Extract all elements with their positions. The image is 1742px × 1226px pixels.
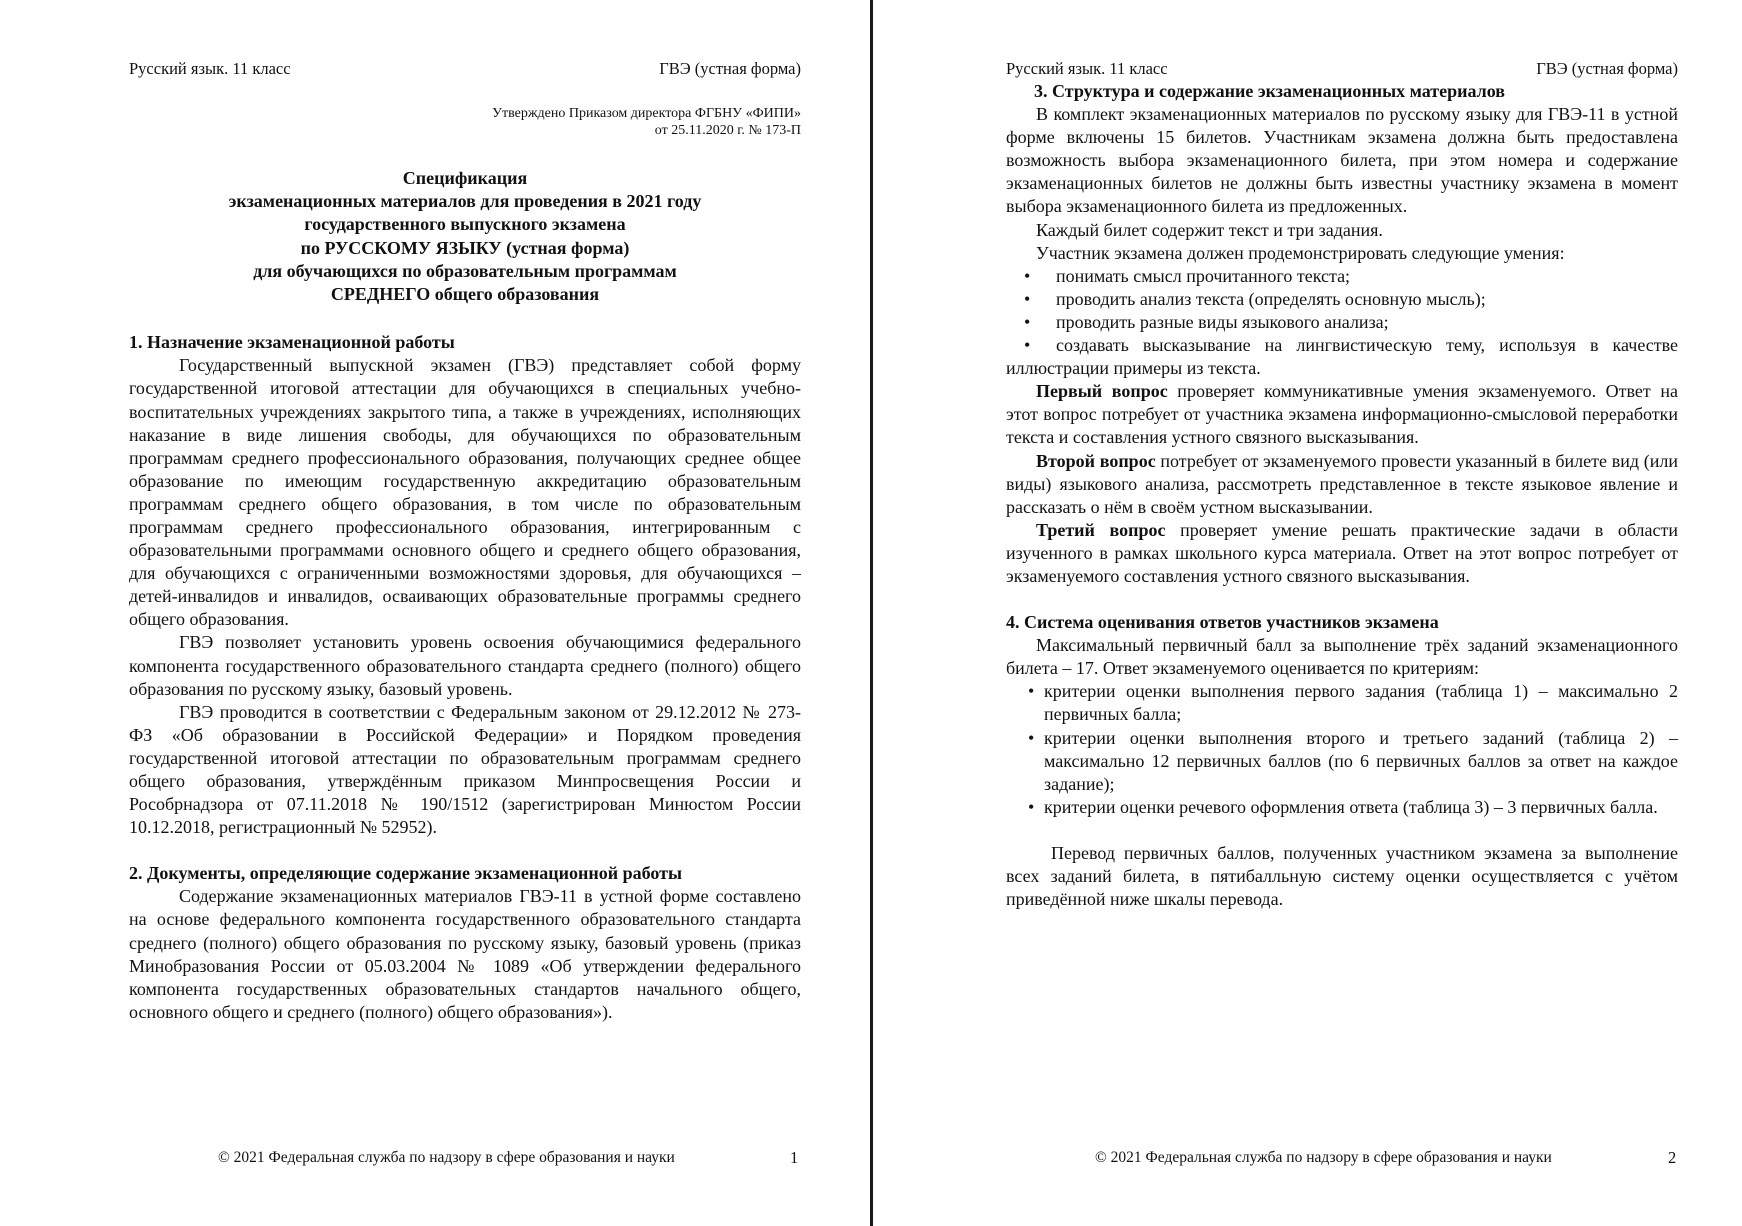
- skills-list: [1006, 265, 1678, 380]
- section-1-paragraph: Государственный выпускной экзамен (ГВЭ) представляет собой форму государственной итоговой аттестации для обучающихся в специальных учебно-воспитательных учреждениях закрытого типа, а также в учреждениях, исполняющих наказание в виде лишения свободы, для обучающихся по образовательным программам среднего профессионального образования, получающих среднее общее образование по имеющим государственную аккредитацию образовательным программам среднего общего образования, в том числе по образовательным программам среднего профессионального образования, интегрированным с образовательными программами основного общего и среднего общего образования, для обучающихся с ограниченными возможностями здоровья, для обучающихся – детей-инвалидов и инвалидов, осваивающих образовательные программы среднего общего образования.: [129, 355, 801, 630]
- title-line: по РУССКОМУ ЯЗЫКУ (устная форма): [300, 237, 630, 258]
- section-3-paragraph: Участник экзамена должен продемонстрировать следующие умения:: [1036, 242, 1565, 263]
- approval-note: [129, 105, 801, 139]
- list-item: • критерии оценки выполнения второго и третьего заданий (таблица 2) – максимально 12 первичных баллов (по 6 первичных баллов за ответ на каждое задание);: [1028, 727, 1678, 794]
- approval-line-2: от 25.11.2020 г. № 173-П: [654, 123, 801, 138]
- title-line: для обучающихся по образовательным программам: [253, 260, 677, 281]
- bullet-icon: •: [1024, 335, 1031, 356]
- bullet-icon: •: [1024, 265, 1031, 286]
- page-number: 2: [1668, 1148, 1677, 1167]
- title-line: СРЕДНЕГО общего образования: [330, 284, 600, 305]
- section-3-paragraph: Каждый билет содержит текст и три задания.: [1036, 219, 1383, 240]
- section-1-paragraph: ГВЭ проводится в соответствии с Федеральным законом от 29.12.2012 № 273-ФЗ «Об образовании в Российской Федерации» и Порядком проведения государственной итоговой аттестации по образовательным программам среднего общего образования, утверждённым приказом Минпросвещения России и Рособрнадзора от 07.11.2018 № 190/1512 (зарегистрирован Минюстом России 10.12.2018, регистрационный № 52952).: [129, 701, 801, 838]
- header-subject: Русский язык. 11 класс: [1006, 59, 1168, 78]
- question-1-label: Первый вопрос: [1036, 381, 1168, 402]
- section-4-paragraph: Перевод первичных баллов, полученных участником экзамена за выполнение всех заданий билета, в пятибалльную систему оценки осуществляется с учётом приведённой ниже шкалы перевода.: [1006, 842, 1678, 910]
- title-line: Спецификация: [402, 168, 528, 188]
- page-header: [129, 58, 801, 80]
- header-exam-form: ГВЭ (устная форма): [659, 59, 801, 78]
- question-2-paragraph: Второй вопрос потребует от экзаменуемого провести указанный в билете вид (или виды) языкового анализа, рассмотреть представленное в тексте языковое явление и рассказать о нём в своём устном высказывании.: [1006, 450, 1678, 517]
- question-3-label: Третий вопрос: [1036, 519, 1166, 540]
- section-4-heading: 4. Система оценивания ответов участников экзамена: [1006, 612, 1439, 633]
- bullet-icon: •: [1028, 727, 1035, 748]
- document-title: [129, 167, 801, 306]
- page-footer: © 2021 Федеральная служба по надзору в сфере образования и науки: [1095, 1149, 1552, 1166]
- section-3-heading: 3. Структура и содержание экзаменационных материалов: [1034, 81, 1506, 101]
- bullet-icon: •: [1028, 796, 1035, 817]
- list-item: • понимать смысл прочитанного текста;: [1006, 265, 1678, 288]
- question-3-paragraph: Третий вопрос проверяет умение решать практические задачи в области изученного в рамках школьного курса материала. Ответ на этот вопрос потребует от экзаменуемого составления устного связного высказывания.: [1006, 519, 1678, 586]
- approval-line-1: Утверждено Приказом директора ФГБНУ «ФИПИ»: [492, 106, 801, 121]
- page-number: 1: [790, 1148, 799, 1167]
- page-footer: © 2021 Федеральная служба по надзору в сфере образования и науки: [218, 1149, 675, 1166]
- bullet-icon: •: [1024, 288, 1031, 309]
- title-line: государственного выпускного экзамена: [304, 214, 626, 235]
- section-1-paragraph: ГВЭ позволяет установить уровень освоения обучающимися федерального компонента государственного образовательного стандарта среднего (полного) общего образования по русскому языку, базовый уровень.: [129, 632, 801, 699]
- section-2-paragraph: Содержание экзаменационных материалов ГВЭ-11 в устной форме составлено на основе федерального компонента государственного образовательного стандарта среднего (полного) общего образования по русскому языку, базовый уровень (приказ Минобразования России от 05.03.2004 № 1089 «Об утверждении федерального компонента государственных образовательных стандартов начального общего, основного общего и среднего (полного) общего образования»).: [129, 886, 801, 1022]
- section-2-heading: 2. Документы, определяющие содержание экзаменационной работы: [129, 863, 683, 884]
- bullet-icon: •: [1028, 681, 1035, 702]
- list-item: • создавать высказывание на лингвистическую тему, используя в качестве иллюстрации примеры из текста.: [1006, 335, 1678, 379]
- page-header: [1006, 58, 1678, 80]
- list-item: • критерии оценки речевого оформления ответа (таблица 3) – 3 первичных балла.: [1006, 796, 1678, 819]
- section-3-paragraph: В комплект экзаменационных материалов по русскому языку для ГВЭ-11 в устной форме включены 15 билетов. Участникам экзамена должна быть предоставлена возможность выбора экзаменационного билета, при этом номера и содержание экзаменационных билетов не должны быть известны участнику экзамена в момент выбора экзаменационного билета из предложенных.: [1006, 104, 1678, 217]
- list-item: • проводить анализ текста (определять основную мысль);: [1006, 288, 1678, 311]
- title-line: экзаменационных материалов для проведения в 2021 году: [228, 191, 702, 212]
- section-4-paragraph: Максимальный первичный балл за выполнение трёх заданий экзаменационного билета – 17. Ответ экзаменуемого оценивается по критериям:: [1006, 635, 1678, 679]
- page-1: [0, 0, 870, 1226]
- criteria-list: [1006, 680, 1678, 819]
- section-1-heading: 1. Назначение экзаменационной работы: [129, 332, 455, 353]
- question-1-paragraph: Первый вопрос проверяет коммуникативные умения экзаменуемого. Ответ на этот вопрос потребует от участника экзамена информационно-смысловой переработки текста и составления устного связного высказывания.: [1006, 381, 1678, 448]
- list-item: • проводить разные виды языкового анализа;: [1006, 311, 1678, 334]
- list-item: • критерии оценки выполнения первого задания (таблица 1) – максимально 2 первичных балла;: [1028, 681, 1678, 725]
- page-2: [873, 0, 1742, 1226]
- header-exam-form: ГВЭ (устная форма): [1536, 59, 1678, 78]
- question-2-label: Второй вопрос: [1036, 450, 1156, 471]
- header-subject: Русский язык. 11 класс: [129, 59, 291, 78]
- bullet-icon: •: [1024, 311, 1031, 332]
